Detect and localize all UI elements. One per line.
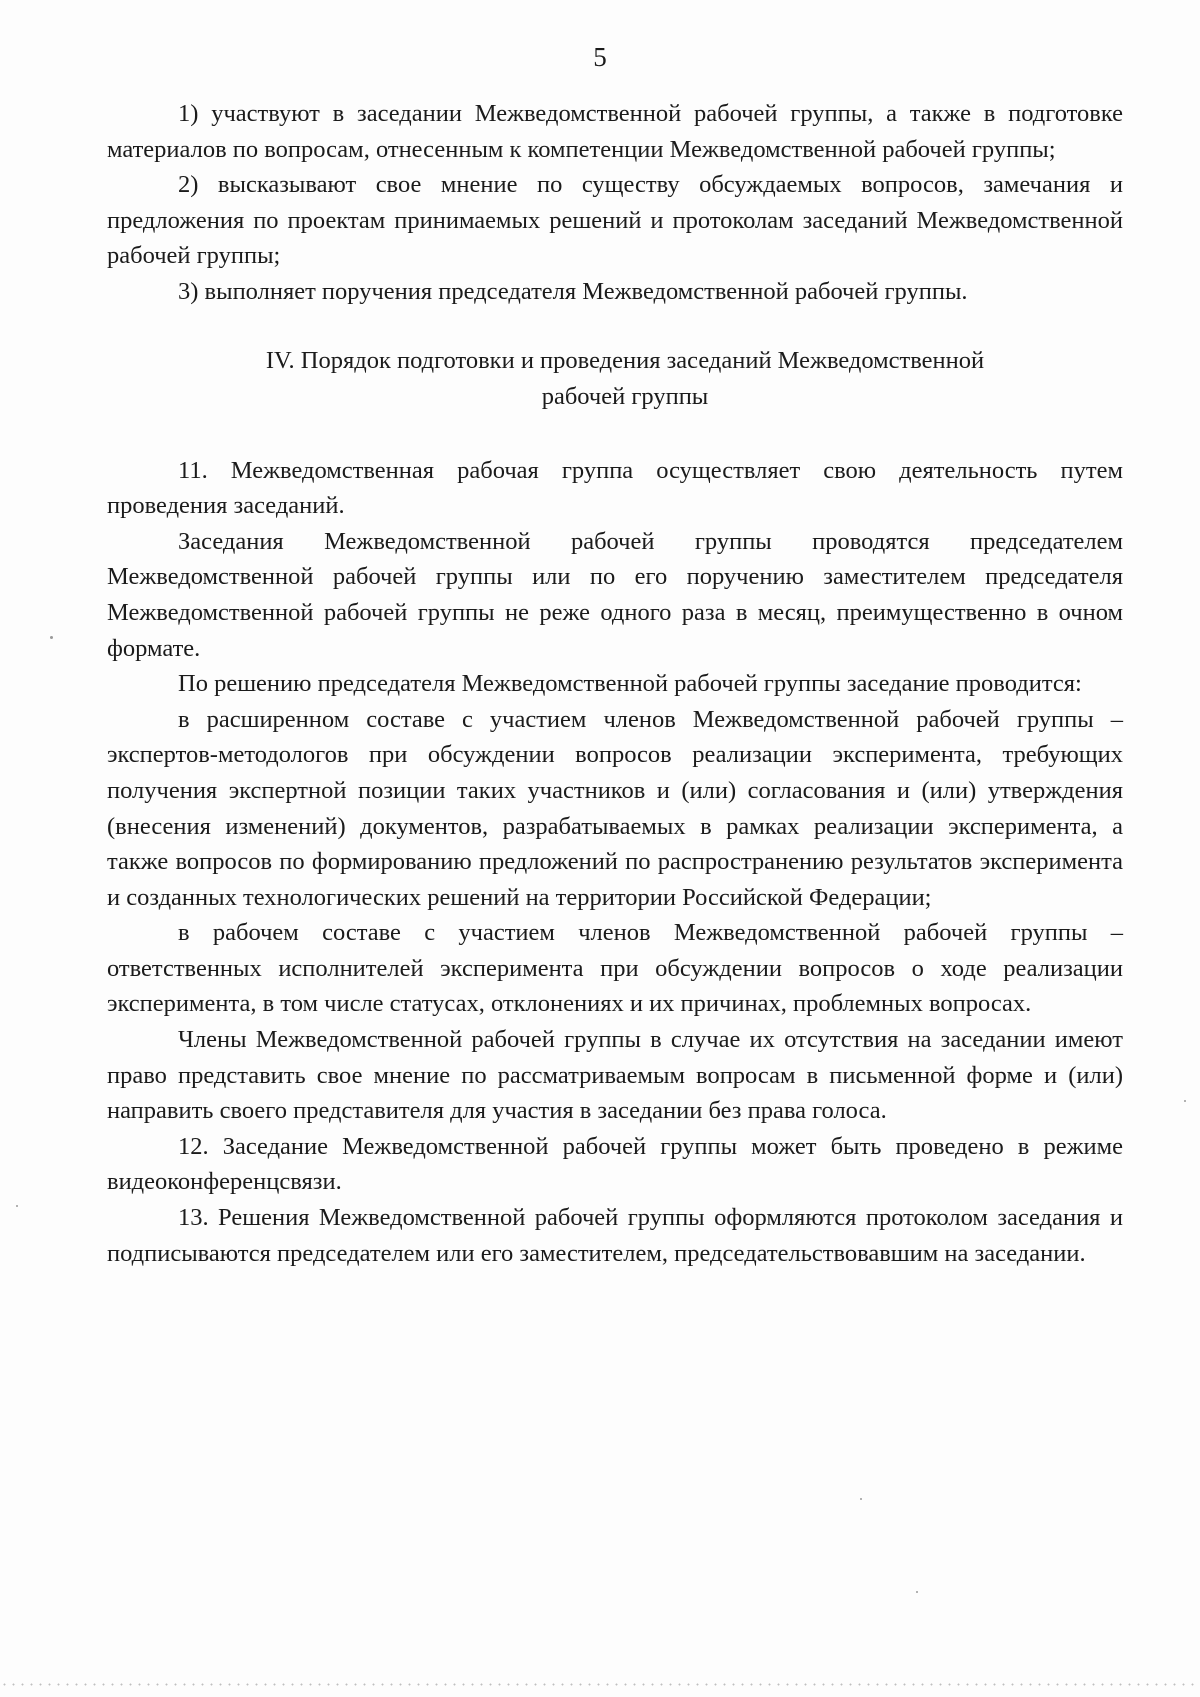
section-heading-line-2: рабочей группы xyxy=(541,382,709,410)
paragraph-13: 13. Решения Межведомственной рабочей группы оформляются протоколом заседания и подписываются председателем или его заместителем, председательствовавшим на заседании. xyxy=(107,1204,1123,1267)
scan-edge-dots xyxy=(0,1683,1200,1686)
scan-speck xyxy=(860,1498,862,1500)
scan-speck xyxy=(916,1591,918,1593)
paragraph-meeting-formats-intro: По решению председателя Межведомственной рабочей группы заседание проводится: xyxy=(178,670,1082,698)
document-body xyxy=(107,96,1123,1271)
paragraph-meetings-frequency: Заседания Межведомственной рабочей группы проводятся председателем Межведомственной рабочей группы или по его поручению заместителем председателя Межведомственной рабочей группы не реже одного раза в месяц, преимущественно в очном формате. xyxy=(107,527,1123,662)
paragraph-extended-composition: в расширенном составе с участием членов Межведомственной рабочей группы – экспертов-методологов при обсуждении вопросов реализации эксперимента, требующих получения экспертной позиции таких участников и (или) согласования и (или) утверждения (внесения изменений) документов, разрабатываемых в рамках реализации эксперимента, а также вопросов по формированию предложений по распространению результатов эксперимента и созданных технологических решений на территории Российской Федерации; xyxy=(107,705,1123,911)
paragraph-working-composition: в рабочем составе с участием членов Межведомственной рабочей группы – ответственных исполнителей эксперимента при обсуждении вопросов о ходе реализации эксперимента, в том числе статусах, отклонениях и их причинах, проблемных вопросах. xyxy=(107,919,1123,1018)
page-number: 5 xyxy=(593,42,607,72)
paragraph-item-2: 2) высказывают свое мнение по существу обсуждаемых вопросов, замечания и предложения по проектам принимаемых решений и протоколам заседаний Межведомственной рабочей группы; xyxy=(107,171,1123,270)
section-heading xyxy=(107,343,1123,415)
paragraph-item-3: 3) выполняет поручения председателя Межведомственной рабочей группы. xyxy=(178,277,968,305)
paragraph-11: 11. Межведомственная рабочая группа осуществляет свою деятельность путем проведения заседаний. xyxy=(107,456,1123,520)
paragraph-item-1: 1) участвуют в заседании Межведомственной рабочей группы, а также в подготовке материалов по вопросам, отнесенным к компетенции Межведомственной рабочей группы; xyxy=(107,100,1123,163)
paragraph-absent-members: Члены Межведомственной рабочей группы в случае их отсутствия на заседании имеют право представить свое мнение по рассматриваемым вопросам в письменной форме и (или) направить своего представителя для участия в заседании без права голоса. xyxy=(107,1026,1123,1125)
section-heading-line-1: IV. Порядок подготовки и проведения заседаний Межведомственной xyxy=(265,346,985,374)
scan-speck xyxy=(1184,1100,1186,1102)
scan-speck xyxy=(16,1205,18,1207)
paragraph-12: 12. Заседание Межведомственной рабочей группы может быть проведено в режиме видеоконференцсвязи. xyxy=(107,1132,1123,1196)
scan-speck xyxy=(50,636,53,639)
